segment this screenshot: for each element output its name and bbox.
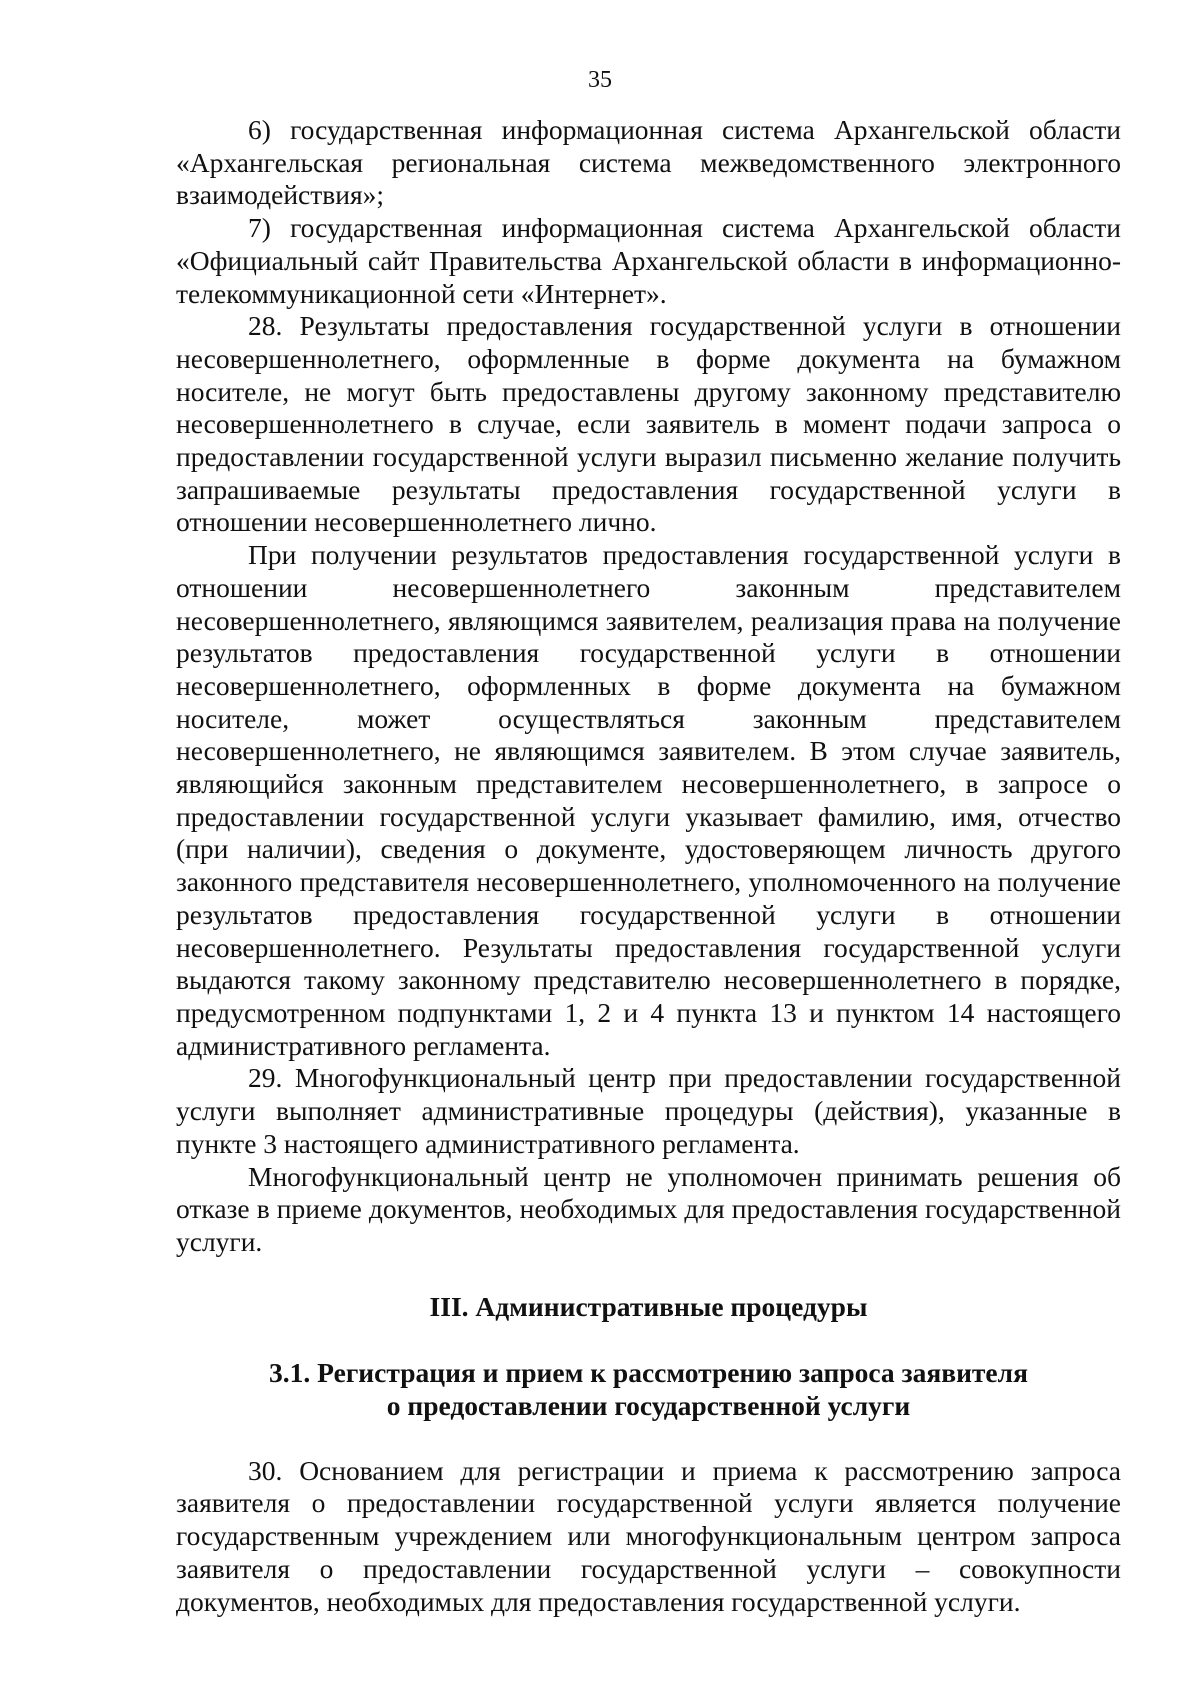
- paragraph-29: 29. Многофункциональный центр при предоставлении государственной услуги выполняет административные процедуры (действия), указанные в пункте 3 настоящего административного регламента.: [176, 1062, 1121, 1159]
- subsection-heading-line-2: о предоставлении государственной услуги: [386, 1390, 911, 1422]
- page-number: 35: [588, 67, 612, 93]
- document-body: [176, 114, 1121, 1618]
- paragraph-29-continuation: Многофункциональный центр не уполномочен принимать решения об отказе в приеме документов, необходимых для предоставления государственной услуги.: [176, 1160, 1121, 1257]
- subsection-heading-line-1: 3.1. Регистрация и прием к рассмотрению запроса заявителя: [269, 1357, 1028, 1389]
- section-heading: III. Административные процедуры: [429, 1290, 868, 1322]
- paragraph-30: 30. Основанием для регистрации и приема к рассмотрению запроса заявителя о предоставлении государственной услуги является получение государственным учреждением или многофункциональным центром запроса заявителя о предоставлении государственной услуги – совокупности документов, необходимых для предоставления государственной услуги.: [176, 1454, 1121, 1617]
- paragraph-28: 28. Результаты предоставления государственной услуги в отношении несовершеннолетнего, оформленные в форме документа на бумажном носителе, не могут быть предоставлены другому законному представителю несовершеннолетнего в случае, если заявитель в момент подачи запроса о предоставлении государственной услуги выразил письменно желание получить запрашиваемые результаты предоставления государственной услуги в отношении несовершеннолетнего лично.: [176, 310, 1121, 538]
- paragraph-item-6: 6) государственная информационная система Архангельской области «Архангельская региональная система межведомственного электронного взаимодействия»;: [176, 114, 1121, 211]
- subsection-heading: [176, 1357, 1121, 1422]
- paragraph-item-7: 7) государственная информационная система Архангельской области «Официальный сайт Правительства Архангельской области в информационно-телекоммуникационной сети «Интернет».: [176, 212, 1121, 309]
- paragraph-28-continuation: При получении результатов предоставления государственной услуги в отношении несовершеннолетнего законным представителем несовершеннолетнего, являющимся заявителем, реализация права на получение результатов предоставления государственной услуги в отношении несовершеннолетнего, оформленных в форме документа на бумажном носителе, может осуществляться законным представителем несовершеннолетнего, не являющимся заявителем. В этом случае заявитель, являющийся законным представителем несовершеннолетнего, в запросе о предоставлении государственной услуги указывает фамилию, имя, отчество (при наличии), сведения о документе, удостоверяющем личность другого законного представителя несовершеннолетнего, уполномоченного на получение результатов предоставления государственной услуги в отношении несовершеннолетнего. Результаты предоставления государственной услуги выдаются такому законному представителю несовершеннолетнего в порядке, предусмотренном подпунктами 1, 2 и 4 пункта 13 и пунктом 14 настоящего административного регламента.: [176, 539, 1121, 1061]
